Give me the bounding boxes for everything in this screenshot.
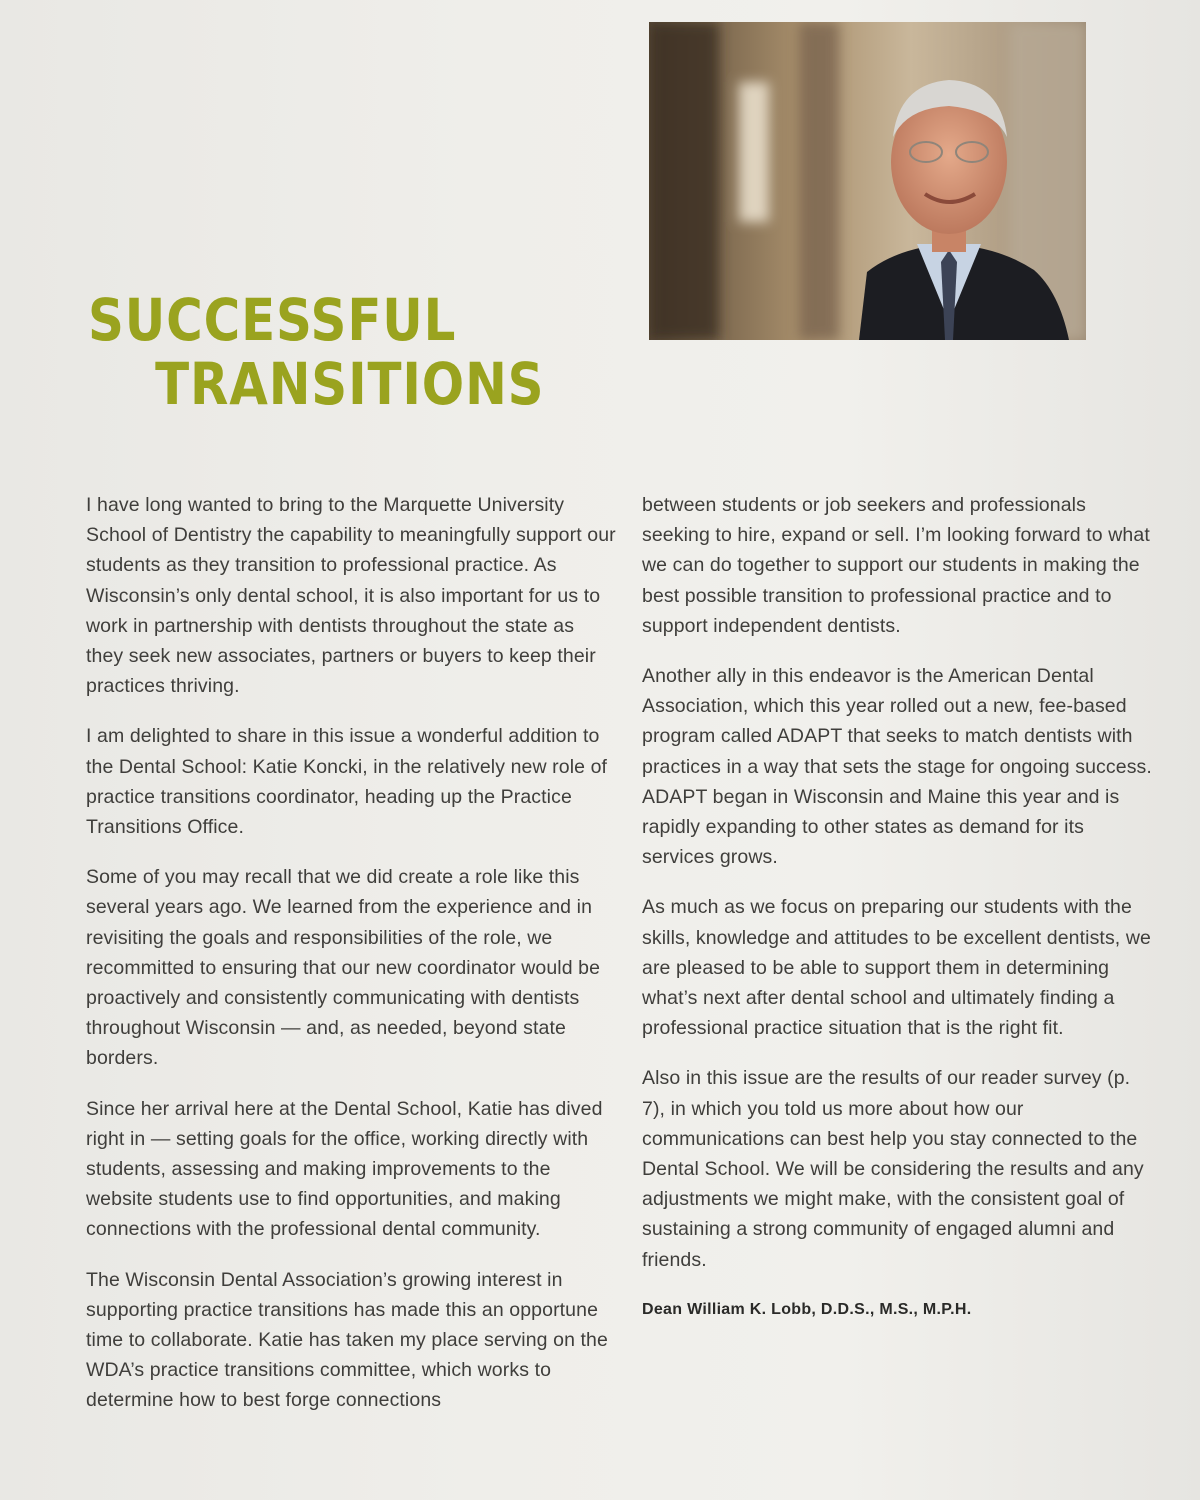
paragraph: Some of you may recall that we did create a role like this several years ago. We learned from the experience and in revisiting the goals and responsibilities of the role, we recommitted to ensuring that our new coordinator would be proactively and consistently communicating with dentists throughout Wisconsin — and, as needed, beyond state borders. <box>86 866 601 1070</box>
paragraph: I am delighted to share in this issue a wonderful addition to the Dental School: Katie Koncki, in the relatively new role of practice transitions coordinator, heading up the Practice Transitions Office. <box>86 725 608 839</box>
left-column <box>86 490 616 1436</box>
paragraph: Another ally in this endeavor is the American Dental Association, which this year rolled out a new, fee-based program called ADAPT that seeks to match dentists with practices in a way that sets the stage for ongoing success. ADAPT began in Wisconsin and Maine this year and is rapidly expanding to other states as demand for its services grows. <box>642 665 1152 869</box>
paragraph: Also in this issue are the results of our reader survey (p. 7), in which you told us more about how our communications can best help you stay connected to the Dental School. We will be considering the results and any adjustments we might make, with the consistent goal of sustaining a strong community of engaged alumni and friends. <box>642 1067 1144 1271</box>
title-line-1: SUCCESSFUL <box>88 286 457 354</box>
paragraph: between students or job seekers and professionals seeking to hire, expand or sell. I’m looking forward to what we can do together to support our students in making the best possible transition to professional practice and to support independent dentists. <box>642 494 1150 637</box>
portrait-photo <box>649 22 1086 340</box>
paragraph: Since her arrival here at the Dental School, Katie has dived right in — setting goals for the office, working directly with students, assessing and making improvements to the website students use to find opportunities, and making connections with the professional dental community. <box>86 1097 603 1241</box>
paragraph: As much as we focus on preparing our students with the skills, knowledge and attitudes to be excellent dentists, we are pleased to be able to support them in determining what’s next after dental school and ultimately finding a professional practice situation that is the right fit. <box>642 896 1151 1040</box>
signature: Dean William K. Lobb, D.D.S., M.S., M.P.H. <box>642 1300 972 1318</box>
title-line-2: TRANSITIONS <box>155 350 545 418</box>
page-title <box>88 288 544 416</box>
paragraph: The Wisconsin Dental Association’s growing interest in supporting practice transitions has made this an opportune time to collaborate. Katie has taken my place serving on the WDA’s practice transitions committee, which works to determine how to best forge connections <box>86 1268 608 1412</box>
portrait-photo-icon <box>649 22 1086 340</box>
right-column <box>642 490 1152 1345</box>
paragraph: I have long wanted to bring to the Marquette University School of Dentistry the capability to meaningfully support our students as they transition to professional practice. As Wisconsin’s only dental school, it is also important for us to work in partnership with dentists throughout the state as they seek new associates, partners or buyers to keep their practices thriving. <box>86 494 616 698</box>
